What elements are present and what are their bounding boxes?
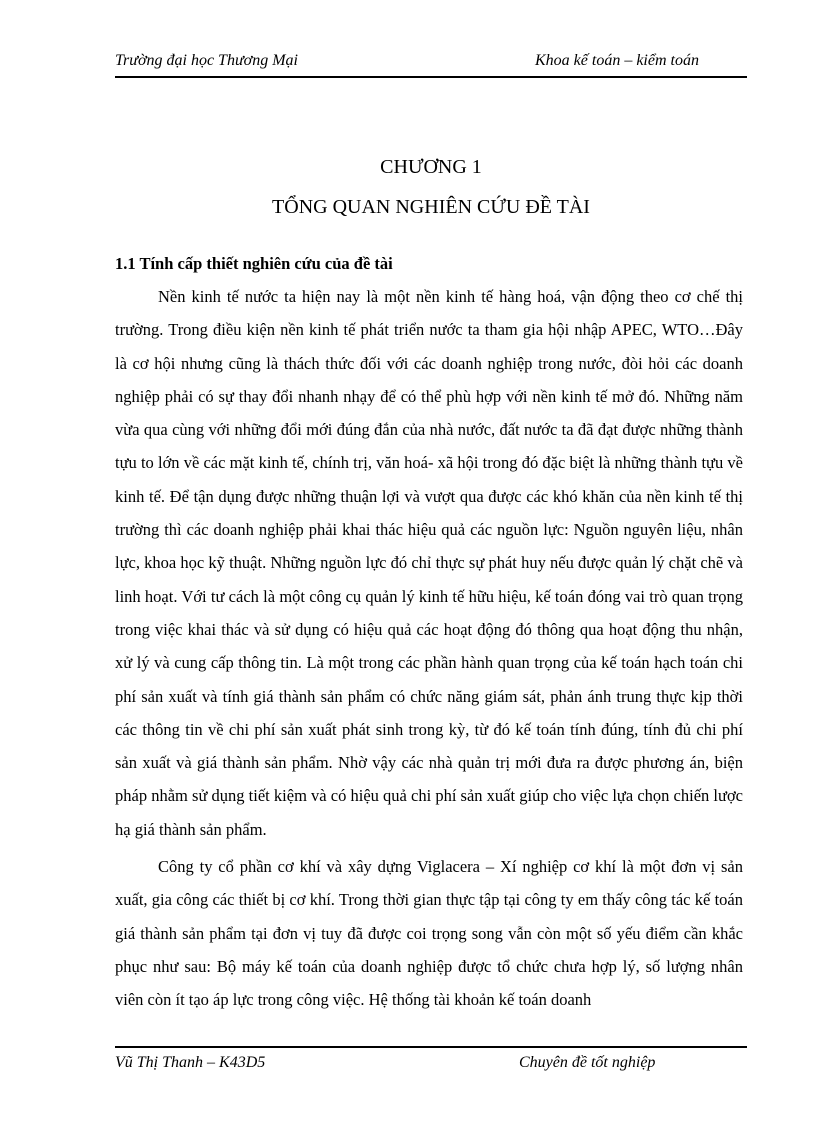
chapter-number: CHƯƠNG 1 <box>380 156 482 178</box>
body-paragraph-2: Công ty cổ phần cơ khí và xây dựng Viglacera – Xí nghiệp cơ khí là một đơn vị sản xuất, gia công các thiết bị cơ khí. Trong thời gian thực tập tại công ty em thấy công tác kế toán giá thành sản phẩm tại đơn vị tuy đã được coi trọng song vẫn còn một số yếu điểm cần khắc phục như sau: Bộ máy kế toán của doanh nghiệp được tổ chức chưa hợp lý, số lượng nhân viên còn ít tạo áp lực trong công việc. Hệ thống tài khoản kế toán doanh <box>115 857 743 1010</box>
footer-doc-type: Chuyên đề tốt nghiệp <box>519 1054 656 1071</box>
body-paragraph-1: Nền kinh tế nước ta hiện nay là một nền kinh tế hàng hoá, vận động theo cơ chế thị trường. Trong điều kiện nền kinh tế phát triển nước ta tham gia hội nhập APEC, WTO…Đây là cơ hội nhưng cũng là thách thức đối với các doanh nghiệp trong nước, đòi hỏi các doanh nghiệp phải có sự thay đổi nhanh nhạy để có thể phù hợp với nền kinh tế mở đó. Những năm vừa qua cùng với những đổi mới đúng đắn của nhà nước, đất nước ta đã đạt được những thành tựu to lớn về các mặt kinh tế, chính trị, văn hoá- xã hội trong đó đặc biệt là những thành tựu về kinh tế. Để tận dụng được những thuận lợi và vượt qua được các khó khăn của nền kinh tế thị trường thì các doanh nghiệp phải khai thác hiệu quả các nguồn lực: Nguồn nguyên liệu, nhân lực, khoa học kỹ thuật. Những nguồn lực đó chỉ thực sự phát huy nếu được quản lý chặt chẽ và linh hoạt. Với tư cách là một công cụ quản lý kinh tế hữu hiệu, kế toán đóng vai trò quan trọng trong việc khai thác và sử dụng có hiệu quả các hoạt động đó thông qua hoạt động thu nhận, xử lý và cung cấp thông tin. Là một trong các phần hành quan trọng của kế toán hạch toán chi phí sản xuất và tính giá thành sản phẩm có chức năng giám sát, phản ánh trung thực kịp thời các thông tin về chi phí sản xuất phát sinh trong kỳ, từ đó kế toán tính đúng, tính đủ chi phí sản xuất và giá thành sản phẩm. Nhờ vậy các nhà quản trị mới đưa ra được phương án, biện pháp nhằm sử dụng tiết kiệm và có hiệu quả chi phí sản xuất giúp cho việc lựa chọn chiến lược hạ giá thành sản phẩm. <box>115 287 743 839</box>
page-footer <box>115 1046 747 1078</box>
page-header <box>115 50 747 78</box>
header-faculty: Khoa kế toán – kiểm toán <box>535 52 699 69</box>
footer-author: Vũ Thị Thanh – K43D5 <box>115 1054 266 1071</box>
header-university: Trường đại học Thương Mại <box>115 52 298 69</box>
section-heading: 1.1 Tính cấp thiết nghiên cứu của đề tài <box>115 254 393 273</box>
chapter-title: TỔNG QUAN NGHIÊN CỨU ĐỀ TÀI <box>272 196 590 218</box>
